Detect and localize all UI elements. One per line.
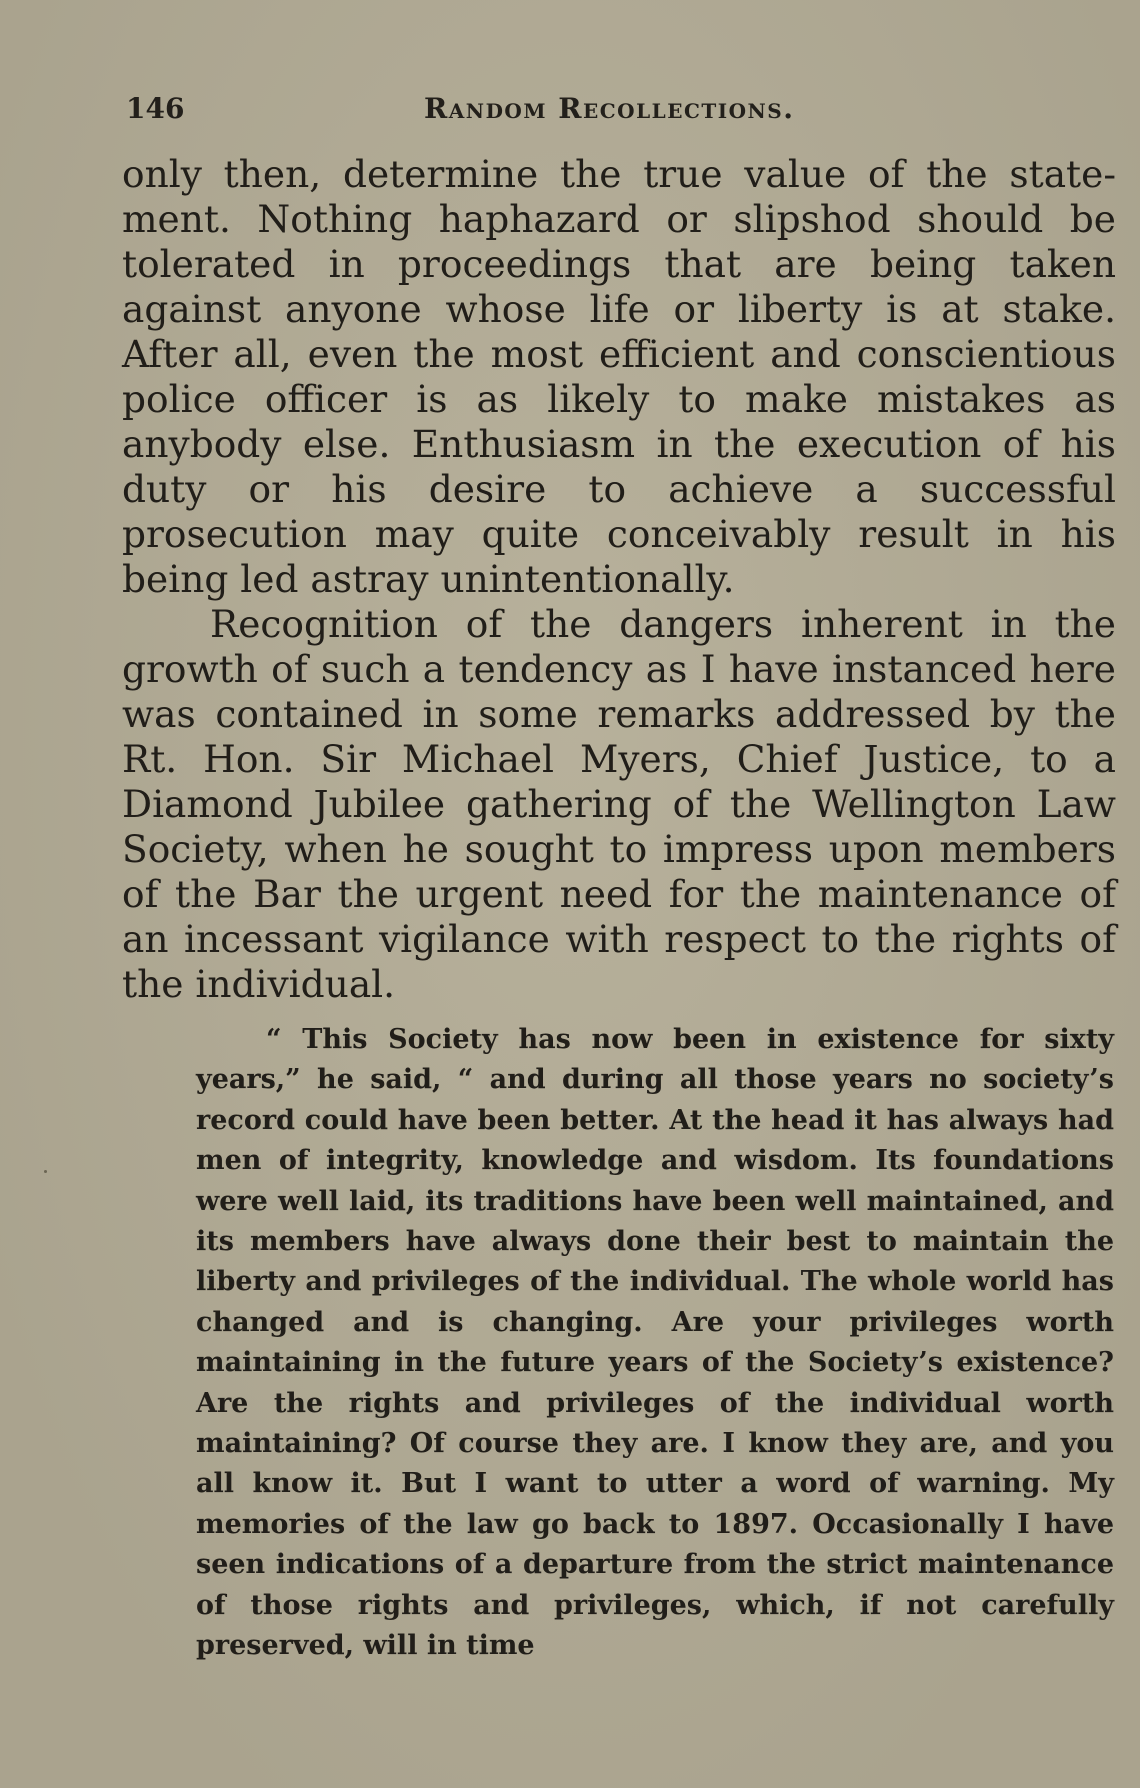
running-title: Random Recollections.: [424, 92, 795, 125]
paragraph-recognition: Recognition of the dangers inherent in the growth of such a tendency as I have instanced here was contained in some remarks addressed by the Rt. Hon. Sir Michael Myers, Chief Justice, to a Diamond Jubilee gathering of the Wellington Law Society, when he sought to impress upon members of the Bar the urgent need for the maintenance of an incessant vigilance with respect to the rights of the individual.: [122, 602, 1116, 1006]
block-quote: [196, 1020, 1114, 1667]
page-header: [126, 92, 1126, 132]
body-text: [122, 152, 1116, 1007]
quote-text: “ This Society has now been in existence for sixty years,” he said, “ and during all those years no society’s record could have been better. At the head it has always had men of integrity, knowledge and wisdom. Its foundations were well laid, its traditions have been well maintained, and its members have always done their best to maintain the liberty and privileges of the individual. The whole world has changed and is changing. Are your privileges worth maintaining in the future years of the Society’s existence? Are the rights and privileges of the individual worth maintaining? Of course they are. I know they are, and you all know it. But I want to utter a word of warning. My memories of the law go back to 1897. Occasionally I have seen indications of a departure from the strict maintenance of those rights and privileges, which, if not carefully preserved, will in time: [196, 1024, 1114, 1662]
paragraph-continuation: only then, determine the true value of the statement. Nothing haphazard or slipshod should be tolerated in proceedings that are being taken against anyone whose life or liberty is at stake. After all, even the most efficient and conscientious police officer is as likely to make mistakes as anybody else. Enthusiasm in the execution of his duty or his desire to achieve a successful prosecution may quite conceivably result in his being led astray unintentionally.: [122, 152, 1116, 601]
page-number: 146: [126, 92, 185, 125]
margin-speck: [44, 1170, 47, 1173]
